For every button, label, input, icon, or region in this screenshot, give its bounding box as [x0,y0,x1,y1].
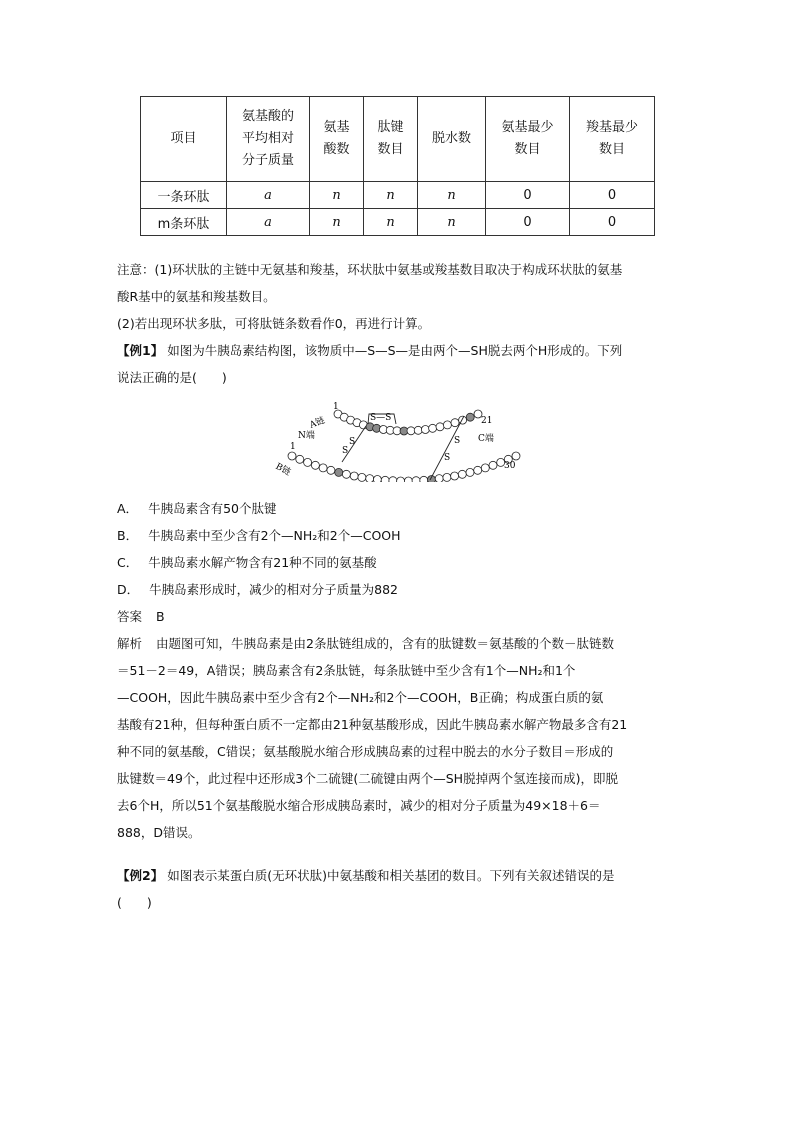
note-line-2: 酸R基中的氨基和羧基数目。 [117,289,276,304]
answer-line [117,603,165,630]
amino-acid-bead [435,475,443,482]
analysis-line: 去6个H，所以51个氨基酸脱水缩合形成胰岛素时，减少的相对分子质量为49×18＋6＝ [117,798,601,813]
table-header-cell: 氨基酸的 平均相对 分子质量 [227,97,310,182]
table-cell: n [418,209,486,236]
note-line-3: (2)若出现环状多肽，可将肽链条数看作0，再进行计算。 [117,316,431,331]
amino-acid-bead [311,461,319,469]
amino-acid-bead [335,468,343,476]
a-chain-label: A链 [308,415,327,431]
amino-acid-bead [429,424,437,432]
amino-acid-bead [389,477,397,482]
amino-acid-bead [414,426,422,434]
b-chain-end-label: 30 [504,461,516,471]
amino-acid-bead [296,455,304,463]
answer-label: 答案 [117,609,143,624]
table-row [141,209,655,236]
analysis-line-1: 解析 由题图可知，牛胰岛素是由2条肽链组成的，含有的肽键数＝氨基酸的个数－肽链数 [117,636,614,651]
table-cell: n [364,209,418,236]
amino-acid-bead [443,421,451,429]
amino-acid-bead [373,476,381,483]
amino-acid-bead [512,452,520,460]
table-header-cell: 项目 [141,97,227,182]
table-cell: a [227,182,310,209]
table-cell: n [310,182,364,209]
b-chain-label: B链 [273,461,293,478]
analysis-label: 解析 [117,636,143,651]
amino-acid-bead [327,466,335,474]
amino-acid-bead [459,416,467,424]
option-c: C． 牛胰岛素水解产物含有21种不同的氨基酸 [117,555,377,570]
table-cell: 0 [570,209,655,236]
analysis-line: 种不同的氨基酸，C错误；氨基酸脱水缩合形成胰岛素的过程中脱去的水分子数目＝形成的 [117,744,614,759]
a-chain-end-label: 21 [481,416,493,426]
b-chain-start-label: 1 [290,442,296,452]
table-cell: n [418,182,486,209]
amino-acid-bead [458,470,466,478]
amino-acid-bead [397,477,405,482]
s-label: S [349,437,356,447]
cyclic-peptide-table [140,96,655,236]
table-cell: n [364,182,418,209]
amino-acid-bead [420,476,428,482]
example1-stem-text: 如图为牛胰岛素结构图，该物质中—S—S—是由两个—SH脱去两个H形成的。下列 [167,343,623,358]
amino-acid-bead [489,461,497,469]
amino-acid-bead [288,452,296,460]
example1-stem [117,337,679,364]
amino-acid-bead [412,477,420,482]
table-header-cell: 氨基最少 数目 [486,97,570,182]
analysis-line: 基酸有21种，但每种蛋白质不一定都由21种氨基酸形成，因此牛胰岛素水解产物最多含有21 [117,717,628,732]
a-chain-start-label: 1 [333,402,339,412]
amino-acid-bead [304,458,312,466]
amino-acid-bead [342,470,350,478]
ss-label: S—S [370,413,392,423]
option-b: B． 牛胰岛素中至少含有2个—NH₂和2个—COOH [117,528,401,543]
s-label: S [444,453,451,463]
table-header-cell: 肽键 数目 [364,97,418,182]
c-end-label: C端 [478,434,494,444]
amino-acid-bead [421,426,429,434]
analysis-line: 肽键数＝49个，此过程中还形成3个二硫键(二硫键由两个—SH脱掉两个氢连接而成)，即脱 [117,771,618,786]
amino-acid-bead [443,473,451,481]
table-cell: 一条环肽 [141,182,227,209]
table-header-cell: 脱水数 [418,97,486,182]
table-header-row [141,97,655,182]
amino-acid-bead [466,413,474,421]
table-cell: m条环肽 [141,209,227,236]
example2-stem-line-2: ( ) [117,895,152,910]
amino-acid-bead [451,472,459,480]
table-row [141,182,655,209]
amino-acid-bead [350,472,358,480]
amino-acid-bead [436,423,444,431]
example2-tag: 【例2】 [117,868,164,883]
amino-acid-bead [474,466,482,474]
table-cell: n [310,209,364,236]
example2-stem [117,862,679,889]
amino-acid-bead [407,427,415,435]
example1-tag: 【例1】 [117,343,164,358]
amino-acid-bead [466,468,474,476]
n-end-label: N端 [298,431,315,441]
amino-acid-bead [358,473,366,481]
amino-acid-bead [319,464,327,472]
example1-stem-line-2: 说法正确的是( ) [117,370,227,385]
s-label: S [342,446,349,456]
answer-value: B [156,609,165,624]
s-label: S [454,436,461,446]
option-a: A． 牛胰岛素含有50个肽键 [117,501,277,516]
table-cell: 0 [486,209,570,236]
amino-acid-bead [451,419,459,427]
table-cell: a [227,209,310,236]
analysis-line: —COOH，因此牛胰岛素中至少含有2个—NH₂和2个—COOH，B正确；构成蛋白质的氨 [117,690,604,705]
amino-acid-bead [381,476,389,482]
table-header-cell: 氨基 酸数 [310,97,364,182]
analysis-line: ＝51－2＝49，A错误；胰岛素含有2条肽链，每条肽链中至少含有1个—NH₂和1个 [117,663,576,678]
insulin-structure-diagram [270,396,530,482]
amino-acid-bead [404,477,412,482]
amino-acid-bead [366,475,374,482]
table-cell: 0 [486,182,570,209]
option-d: D． 牛胰岛素形成时，减少的相对分子质量为882 [117,582,399,597]
table-cell: 0 [570,182,655,209]
table-header-cell: 羧基最少 数目 [570,97,655,182]
analysis-line: 888，D错误。 [117,825,201,840]
example2-stem-text: 如图表示某蛋白质(无环状肽)中氨基酸和相关基团的数目。下列有关叙述错误的是 [167,868,615,883]
amino-acid-bead [481,464,489,472]
note-line-1: 注意：(1)环状肽的主链中无氨基和羧基，环状肽中氨基或羧基数目取决于构成环状肽的氨基 [117,262,623,277]
